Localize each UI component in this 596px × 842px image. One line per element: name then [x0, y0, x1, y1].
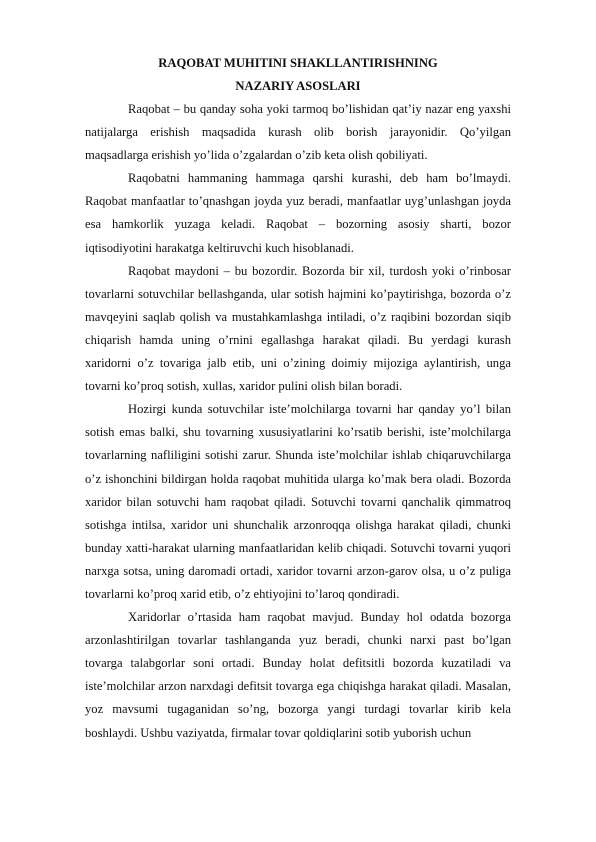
document-title — [85, 52, 511, 98]
title-line-2: NAZARIY ASOSLARI — [235, 79, 361, 93]
title-line-1: RAQOBAT MUHITINI SHAKLLANTIRISHNING — [158, 56, 438, 70]
paragraph-2: Raqobatni hammaning hammaga qarshi kurashi, deb ham bo’lmaydi. Raqobat manfaatlar to’qnashgan joyda yuz beradi, manfaatlar uyg’unlashgan joyda esa hamkorlik yuzaga keladi. Raqobat – bozorning asosiy sharti, bozor iqtisodiyotini harakatga keltiruvchi kuch hisoblanadi. — [85, 171, 511, 255]
paragraph-3: Raqobat maydoni – bu bozordir. Bozorda bir xil, turdosh yoki o’rinbosar tovarlarni sotuvchilar bellashganda, ular sotish hajmini ko’paytirishga, bozorda o’z mavqeyini saqlab qolish va mustahkamlashga intiladi, o’z raqibini bozordan siqib chiqarish hamda uning o’rnini egallashga harakat qiladi. Bu yerdagi kurash xaridorni o’z tovariga jalb etib, uni o’zining doimiy mijoziga aylantirish, unga tovarni ko’proq sotish, xullas, xaridor pulini olish bilan boradi. — [85, 263, 511, 394]
document-page — [85, 52, 511, 745]
paragraph-5: Xaridorlar o’rtasida ham raqobat mavjud. Bunday hol odatda bozorga arzonlashtirilgan tovarlar tashlanganda yuz beradi, chunki narxi past bo’lgan tovarga talabgorlar soni ortadi. Bunday holat defitsitli bozorda kuzatiladi va iste’molchilar arzon narxdagi defitsit tovarga ega chiqishga harakat qiladi. Masalan, yoz mavsumi tugaganidan so’ng, bozorga yangi turdagi tovarlar kirib kela boshlaydi. Ushbu vaziyatda, firmalar tovar qoldiqlarini sotib yuborish uchun — [85, 610, 511, 740]
paragraph-1: Raqobat – bu qanday soha yoki tarmoq bo’lishidan qat’iy nazar eng yaxshi natijalarga erishish maqsadida kurash olib borish jarayonidir. Qo’yilgan maqsadlarga erishish yo’lida o’zgalardan o’zib keta olish qobiliyati. — [85, 102, 511, 163]
paragraph-4: Hozirgi kunda sotuvchilar iste’molchilarga tovarni har qanday yo’l bilan sotish emas balki, shu tovarning xususiyatlarini ko’rsatib berishi, iste’molchilarga tovarlarning nafliligini sotishi zarur. Shunda iste’molchilar ishlab chiqaruvchilarga o’z ishonchini bildirgan holda raqobat muhitida ularga ko’mak bera oladi. Bozorda xaridor bilan sotuvchi ham raqobat qiladi. Sotuvchi tovarni qanchalik qimmatroq sotishga intilsa, xaridor uni shunchalik arzonroqqa olishga harakat qiladi, chunki bunday xatti-harakat ularning manfaatlaridan kelib chiqadi. Sotuvchi tovarni yuqori narxga sotsa, uning daromadi ortadi, xaridor tovarni arzon-garov olsa, u o’z puliga tovarlarni ko’proq xarid etib, o’z ehtiyojini to’laroq qondiradi. — [85, 402, 511, 601]
